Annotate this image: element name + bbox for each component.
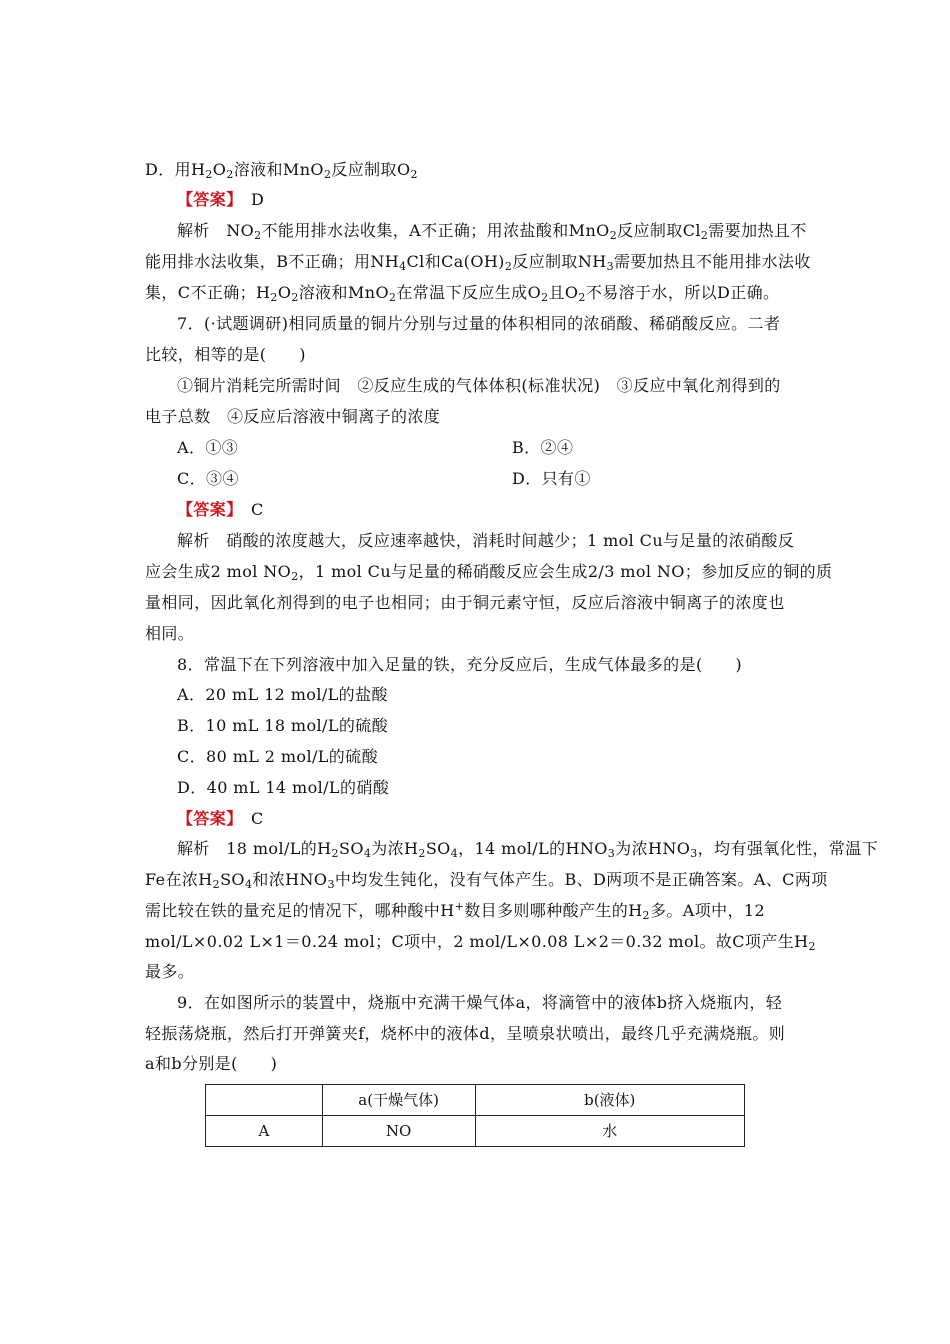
q9-table [205, 1084, 745, 1147]
q7-analysis-line-2: 应会生成2 mol $NO_2$，1 mol Cu与足量的稀硝酸反应会生成2/3 mol NO；参加反应的铜的质 [145, 562, 833, 583]
q7-stem-line-2: 比较，相等的是( ) [145, 345, 306, 364]
q8-analysis-line-2: Fe在浓$H_2SO_4$和浓$HNO_3$中均发生钝化，没有气体产生。B、D两项不是正确答案。A、C两项 [145, 870, 828, 891]
q7-option-a: A．①③ [177, 438, 239, 457]
table-header-row [206, 1085, 745, 1116]
q7-option-d: D．只有① [512, 469, 591, 488]
q7-answer [177, 499, 842, 521]
q8-option-a: A．20 mL 12 mol/L的盐酸 [177, 685, 388, 704]
q7-items-line-1: ①铜片消耗完所需时间 ②反应生成的气体体积(标准状况) ③反应中氧化剂得到的 [177, 376, 781, 395]
q9-stem-line-2: 轻振荡烧瓶，然后打开弹簧夹f，烧杯中的液体d，呈喷泉状喷出，最终几乎充满烧瓶。则 [145, 1024, 786, 1043]
table-row [206, 1116, 745, 1147]
q8-analysis-line-5: 最多。 [145, 962, 195, 981]
table-cell: NO [322, 1116, 475, 1147]
table-cell: 水 [475, 1116, 745, 1147]
q6-answer [177, 189, 842, 211]
q7-stem-line-1: 7．(·试题调研)相同质量的铜片分别与过量的体积相同的浓硝酸、稀硝酸反应。二者 [177, 314, 781, 333]
table-header-cell: a(干燥气体) [322, 1085, 475, 1116]
answer-value: C [251, 500, 264, 519]
q8-analysis-line-4: mol/L×0.02 L×1＝0.24 mol；C项中，2 mol/L×0.08 L×2＝0.32 mol。故C项产生$H_2$ [145, 932, 816, 953]
answer-label: 【答案】 [177, 190, 235, 209]
q9-stem-line-1: 9．在如图所示的装置中，烧瓶中充满干燥气体a，将滴管中的液体b挤入烧瓶内，轻 [177, 993, 783, 1012]
q6-option-d: D．用$H_2O_2$溶液和MnO$_2$反应制取$O_2$ [145, 160, 418, 181]
table-cell: A [206, 1116, 323, 1147]
q7-items-line-2: 电子总数 ④反应后溶液中铜离子的浓度 [145, 407, 441, 426]
q6-analysis-line-1: 解析 $NO_2$不能用排水法收集，A不正确；用浓盐酸和MnO$_2$反应制取$Cl_2$需要加热且不 [177, 221, 807, 242]
answer-label: 【答案】 [177, 500, 235, 519]
q8-analysis-line-1: 解析 18 mol/L的$H_2SO_4$为浓$H_2SO_4$，14 mol/L的$HNO_3$为浓$HNO_3$，均有强氧化性，常温下 [177, 839, 879, 860]
q7-analysis-line-4: 相同。 [145, 624, 195, 643]
q8-analysis-line-3: 需比较在铁的量充足的情况下，哪种酸中H+数目多则哪种酸产生的$H_2$多。A项中，12 [145, 900, 766, 922]
q8-stem: 8．常温下在下列溶液中加入足量的铁，充分反应后，生成气体最多的是( ) [177, 655, 743, 674]
q8-option-b: B．10 mL 18 mol/L的硫酸 [177, 716, 389, 735]
answer-label: 【答案】 [177, 809, 235, 828]
answer-value: C [251, 809, 264, 828]
q6-analysis-line-3: 集，C不正确；$H_2O_2$溶液和MnO$_2$在常温下反应生成$O_2$且$O_2$不易溶于水，所以D正确。 [145, 283, 780, 304]
table-header-cell: b(液体) [475, 1085, 745, 1116]
q6-analysis-line-2: 能用排水法收集，B不正确；用$NH_4Cl$和$Ca(OH)_2$反应制取$NH_3$需要加热且不能用排水法收 [145, 252, 811, 273]
q8-answer [177, 808, 842, 830]
q7-analysis-line-3: 量相同，因此氧化剂得到的电子也相同；由于铜元素守恒，反应后溶液中铜离子的浓度也 [145, 593, 785, 612]
q8-option-c: C．80 mL 2 mol/L的硫酸 [177, 747, 378, 766]
q7-analysis-line-1: 解析 硝酸的浓度越大，反应速率越快，消耗时间越少；1 mol Cu与足量的浓硝酸反 [177, 531, 795, 550]
q8-option-d: D．40 mL 14 mol/L的硝酸 [177, 778, 390, 797]
q7-option-b: B．②④ [512, 438, 574, 457]
table-header-cell [206, 1085, 323, 1116]
answer-value: D [251, 190, 265, 209]
q7-option-c: C．③④ [177, 469, 239, 488]
q9-stem-line-3: a和b分别是( ) [145, 1054, 278, 1073]
